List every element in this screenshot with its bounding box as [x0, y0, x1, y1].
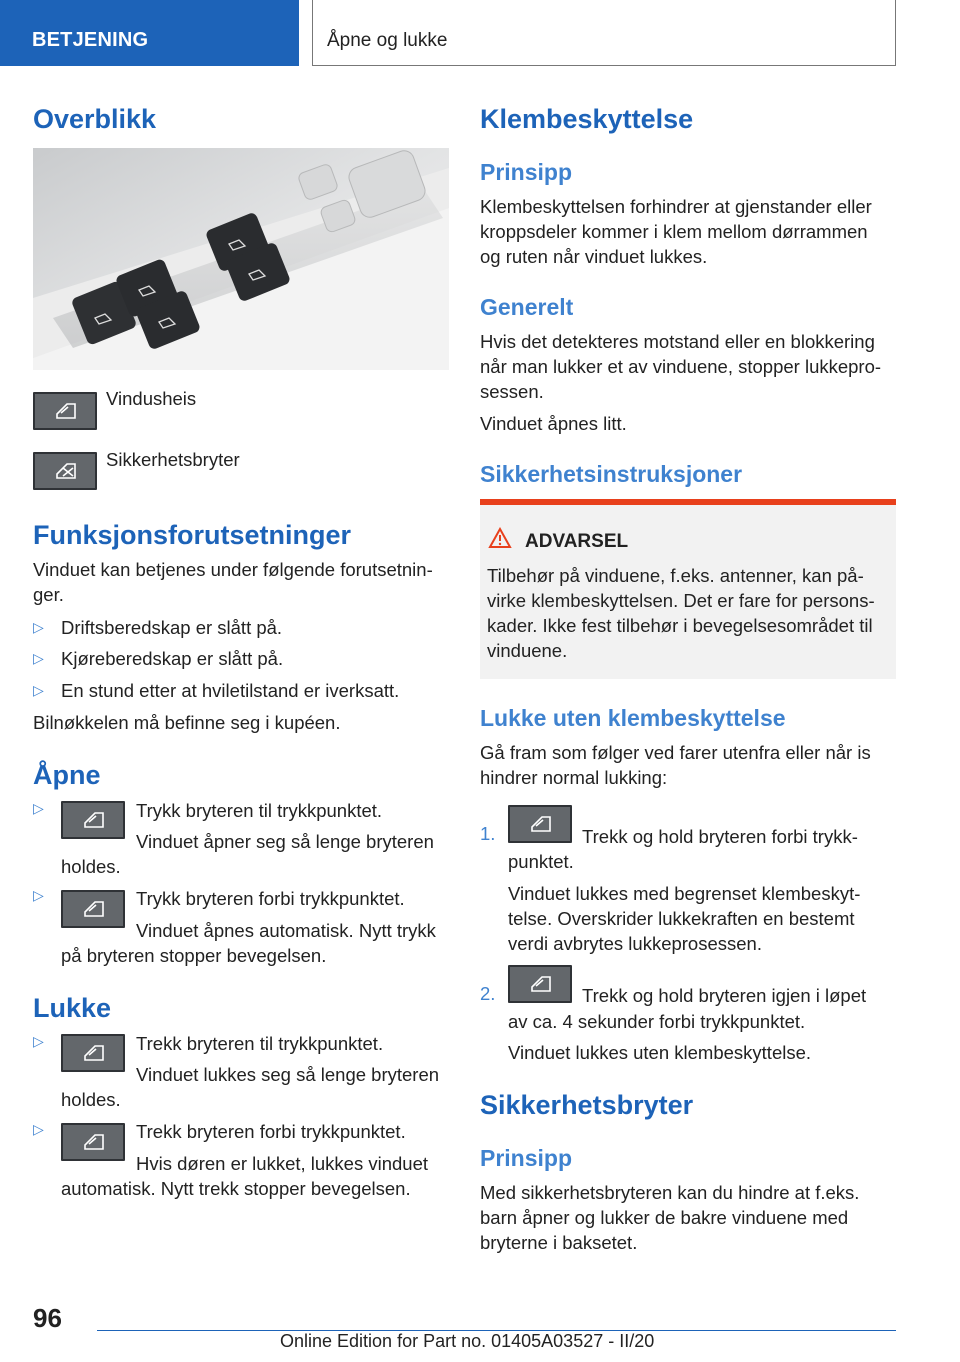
paragraph-line: kroppsdeler kommer i klem mellom dørrammen: [480, 221, 868, 242]
warning-triangle-icon: [488, 527, 512, 554]
bullet-triangle-icon: ▷: [33, 887, 44, 903]
open-heading: Åpne: [33, 760, 101, 790]
safety-instructions-heading: Sikkerhetsinstruksjoner: [480, 461, 743, 487]
warning-line: Tilbehør på vinduene, f.eks. antenner, kan på-: [487, 565, 864, 586]
principle-heading: Prinsipp: [480, 159, 573, 185]
legend-label-safety-switch: Sikkerhetsbryter: [106, 449, 240, 470]
step-text: Trekk og hold bryteren forbi trykk-: [582, 826, 858, 847]
step-text: telse. Overskrider lukkekraften en bestemt: [508, 908, 855, 929]
paragraph-line: sessen.: [480, 381, 544, 402]
overview-heading: Overblikk: [33, 104, 157, 134]
paragraph-line: barn åpner og lukker de bakre vinduene med: [480, 1207, 849, 1228]
prerequisites-intro-line: ger.: [33, 584, 64, 605]
step-text: automatisk. Nytt trekk stopper bevegelsen.: [61, 1178, 411, 1199]
warning-label: ADVARSEL: [525, 531, 629, 552]
step-text: Trekk og hold bryteren igjen i løpet: [582, 985, 867, 1006]
window-lift-icon: [61, 801, 125, 839]
edition-label: Online Edition for Part no. 01405A03527 - II/20: [280, 1331, 655, 1351]
prerequisites-intro-line: Vinduet kan betjenes under følgende forutsetnin-: [33, 559, 433, 580]
window-lift-icon: [61, 1123, 125, 1161]
warning-line: virke klembeskyttelsen. Det er fare for persons-: [487, 590, 875, 611]
bullet-triangle-icon: ▷: [33, 619, 44, 635]
page-header-title: Åpne og lukke: [327, 30, 448, 51]
step-text: holdes.: [61, 1089, 121, 1110]
step-text: Trykk bryteren forbi trykkpunktet.: [136, 888, 405, 909]
step-text: Trekk bryteren forbi trykkpunktet.: [136, 1121, 406, 1142]
prerequisites-note: Bilnøkkelen må befinne seg i kupéen.: [33, 712, 341, 733]
chapter-tab: [0, 0, 299, 66]
warning-line: kader. Ikke fest tilbehør i bevegelsesområdet til: [487, 615, 873, 636]
page-number: 96: [33, 1303, 62, 1333]
warning-line: vinduene.: [487, 640, 568, 661]
close-without-protection-heading: Lukke uten klembeskyttelse: [480, 705, 786, 731]
paragraph-line: hindrer normal lukking:: [480, 767, 668, 788]
safety-switch-icon: [33, 452, 97, 490]
step-text: Vinduet åpnes automatisk. Nytt trykk: [136, 920, 436, 941]
list-item-text: Kjøreberedskap er slått på.: [61, 648, 284, 669]
step-text: Vinduet lukkes uten klembeskyttelse.: [508, 1042, 812, 1063]
principle-heading: Prinsipp: [480, 1145, 573, 1171]
bullet-triangle-icon: ▷: [33, 650, 44, 666]
step-text: Hvis døren er lukket, lukkes vinduet: [136, 1153, 429, 1174]
list-item-text: En stund etter at hviletilstand er iverksatt.: [61, 680, 400, 701]
paragraph-line: bryterne i baksetet.: [480, 1232, 638, 1253]
paragraph-line: og ruten når vinduet lukkes.: [480, 246, 708, 267]
bullet-triangle-icon: ▷: [33, 1033, 44, 1049]
step-text: Vinduet åpner seg så lenge bryteren: [136, 831, 434, 852]
window-lift-icon: [61, 890, 125, 928]
bullet-triangle-icon: ▷: [33, 1121, 44, 1137]
safety-switch-heading: Sikkerhetsbryter: [480, 1090, 694, 1120]
legend-label-window-lift: Vindusheis: [106, 388, 197, 409]
step-number: 1.: [480, 823, 496, 844]
page-header: [312, 0, 896, 66]
step-text: på bryteren stopper bevegelsen.: [61, 945, 327, 966]
close-heading: Lukke: [33, 993, 112, 1023]
step-text: verdi avbrytes lukkeprosessen.: [508, 933, 762, 954]
chapter-label: BETJENING: [32, 29, 149, 51]
step-text: av ca. 4 sekunder forbi trykkpunktet.: [508, 1011, 806, 1032]
step-number: 2.: [480, 983, 496, 1004]
paragraph-line: Vinduet åpnes litt.: [480, 413, 627, 434]
paragraph-line: Gå fram som følger ved farer utenfra eller når is: [480, 742, 871, 763]
warning-box: [480, 499, 896, 679]
bullet-triangle-icon: ▷: [33, 800, 44, 816]
step-text: Trekk bryteren til trykkpunktet.: [136, 1033, 384, 1054]
list-item-text: Driftsberedskap er slått på.: [61, 617, 283, 638]
paragraph-line: når man lukker et av vinduene, stopper lukkepro-: [480, 356, 882, 377]
window-lift-icon: [508, 805, 572, 843]
paragraph-line: Hvis det detekteres motstand eller en blokkering: [480, 331, 875, 352]
window-lift-icon: [61, 1034, 125, 1072]
door-panel-photo: [33, 148, 449, 370]
prerequisites-heading: Funksjonsforutsetninger: [33, 520, 352, 550]
general-heading: Generelt: [480, 294, 574, 320]
step-text: Trykk bryteren til trykkpunktet.: [136, 800, 383, 821]
paragraph-line: Med sikkerhetsbryteren kan du hindre at f.eks.: [480, 1182, 860, 1203]
paragraph-line: Klembeskyttelsen forhindrer at gjenstander eller: [480, 196, 872, 217]
step-text: Vinduet lukkes med begrenset klembeskyt-: [508, 883, 861, 904]
bullet-triangle-icon: ▷: [33, 682, 44, 698]
window-lift-icon: [508, 965, 572, 1003]
step-text: Vinduet lukkes seg så lenge bryteren: [136, 1064, 440, 1085]
window-lift-icon: [33, 392, 97, 430]
step-text: punktet.: [508, 851, 574, 872]
step-text: holdes.: [61, 856, 121, 877]
pinch-protection-heading: Klembeskyttelse: [480, 104, 694, 134]
